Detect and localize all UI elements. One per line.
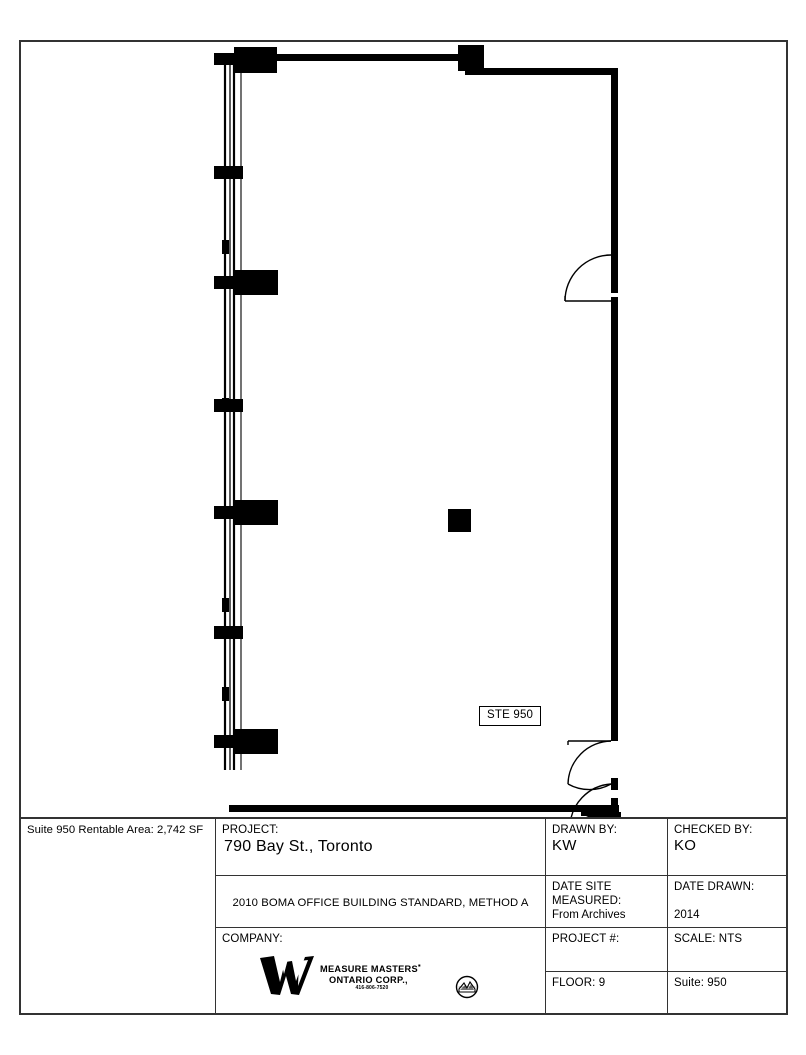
date-drawn-cell [668, 876, 786, 928]
suite-number-cell [668, 972, 786, 1015]
date-drawn-label: DATE DRAWN: [674, 881, 755, 893]
company-logo [258, 954, 422, 996]
floor-plan-geometry [21, 42, 786, 817]
column-interior [448, 509, 471, 532]
checked-by-label: CHECKED BY: [674, 824, 753, 836]
curtain-wall-left [225, 56, 241, 770]
company-name-line-2: ONTARIO CORP., [329, 974, 408, 985]
drawing-sheet [19, 40, 788, 1015]
measurement-standard-cell [216, 876, 546, 928]
date-drawn-value: 2014 [674, 909, 700, 921]
drawn-by-label: DRAWN BY: [552, 824, 618, 836]
scale-label: SCALE: NTS [674, 933, 743, 945]
company-name-block [320, 961, 422, 992]
scale-cell [668, 928, 786, 972]
date-site-label-line-1: DATE SITE [552, 881, 612, 893]
floor-label: FLOOR: 9 [552, 977, 606, 989]
floor-plan-drawing [21, 42, 786, 817]
company-label: COMPANY: [222, 933, 283, 945]
wall-right-middle [611, 297, 618, 741]
company-name-line-1: MEASURE MASTERS ▪ [320, 961, 422, 974]
suite-label-text: STE 950 [487, 709, 534, 721]
rentable-area-text: Suite 950 Rentable Area: 2,742 SF [27, 824, 204, 836]
company-cell [216, 928, 546, 1015]
measurement-standard-text: 2010 BOMA OFFICE BUILDING STANDARD, METHOD A [232, 897, 529, 909]
wall-right-upper [611, 68, 618, 293]
door-swing-lower-right-upper [568, 741, 611, 784]
seal-stamp-icon [455, 975, 479, 999]
column-left-group [214, 47, 278, 754]
wall-bottom [229, 805, 621, 817]
project-cell [216, 819, 546, 876]
rentable-area-cell [21, 819, 216, 1015]
checked-by-value: KO [674, 837, 697, 854]
drawn-by-cell [546, 819, 668, 876]
floor-cell [546, 972, 668, 1015]
checked-by-cell [668, 819, 786, 876]
suite-label-box [479, 706, 541, 726]
project-number-cell [546, 928, 668, 972]
registered-mark-icon: ▪ [417, 961, 422, 970]
date-site-value: From Archives [552, 909, 626, 921]
w-monogram-icon [258, 954, 316, 996]
wall-top [243, 45, 618, 75]
company-phone: 416-806-7520 [355, 985, 389, 991]
project-number-label: PROJECT #: [552, 933, 620, 945]
suite-number-label: Suite: 950 [674, 977, 727, 989]
drawn-by-value: KW [552, 837, 577, 854]
project-value: 790 Bay St., Toronto [224, 838, 373, 855]
door-swing-upper-right [565, 255, 611, 301]
date-site-measured-cell [546, 876, 668, 928]
date-site-label-line-2: MEASURED: [552, 895, 622, 907]
title-block [21, 817, 786, 1013]
project-label: PROJECT: [222, 824, 279, 836]
